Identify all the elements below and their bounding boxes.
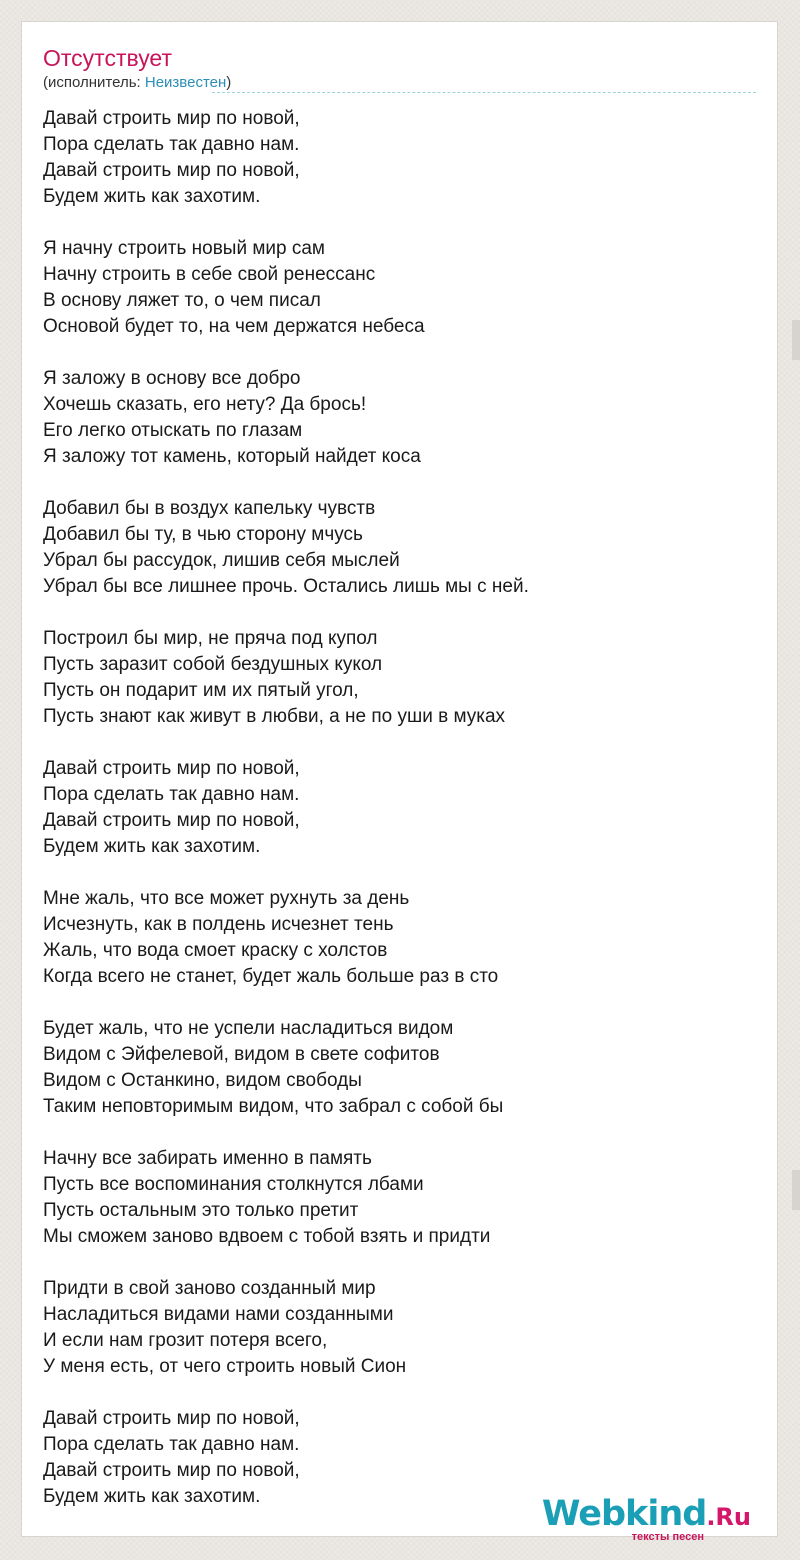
lyric-line: Таким неповторимым видом, что забрал с собой бы — [43, 1096, 504, 1117]
lyric-stanza — [43, 106, 758, 210]
lyric-line: Убрал бы все лишнее прочь. Остались лишь мы с ней. — [43, 576, 529, 597]
lyric-line: Исчезнуть, как в полдень исчезнет тень — [43, 914, 394, 935]
lyric-stanza — [43, 886, 758, 990]
lyric-line: Пусть заразит собой бездушных кукол — [43, 654, 383, 675]
artist-suffix: ) — [226, 74, 232, 91]
lyric-stanza — [43, 626, 758, 730]
lyric-stanza — [43, 1146, 758, 1250]
lyrics-card — [21, 21, 778, 1543]
lyric-line: Убрал бы рассудок, лишив себя мыслей — [43, 550, 400, 571]
artist-link[interactable]: Неизвестен — [144, 74, 227, 91]
lyric-line: Добавил бы ту, в чью сторону мчусь — [43, 524, 363, 545]
lyric-stanza — [43, 756, 758, 860]
lyric-line: Пусть все воспоминания столкнутся лбами — [43, 1174, 424, 1195]
lyric-line: Пора сделать так давно нам. — [43, 1434, 300, 1455]
lyric-line: Я начну строить новый мир сам — [43, 238, 325, 259]
header-divider — [212, 92, 756, 93]
lyric-stanza — [43, 236, 758, 340]
lyric-line: Его легко отыскать по глазам — [43, 420, 303, 441]
lyric-line: И если нам грозит потеря всего, — [43, 1330, 328, 1351]
lyric-line: Я заложу тот камень, который найдет коса — [43, 446, 421, 467]
lyric-line: Пора сделать так давно нам. — [43, 134, 300, 155]
webkind-watermark[interactable] — [541, 1494, 751, 1554]
lyric-line: Когда всего не станет, будет жаль больше раз в сто — [43, 966, 499, 987]
logo-tld: .Ru — [706, 1503, 751, 1531]
lyric-line: Будем жить как захотим. — [43, 1486, 261, 1507]
lyric-line: Начну строить в себе свой ренессанс — [43, 264, 376, 285]
lyric-line: Придти в свой заново созданный мир — [43, 1278, 376, 1299]
lyric-line: Пусть он подарит им их пятый угол, — [43, 680, 359, 701]
logo-tagline: тексты песен — [631, 1531, 704, 1543]
lyric-line: Давай строить мир по новой, — [43, 1408, 300, 1429]
lyric-line: Пора сделать так давно нам. — [43, 784, 300, 805]
lyric-line: Давай строить мир по новой, — [43, 810, 300, 831]
lyric-line: Давай строить мир по новой, — [43, 160, 300, 181]
lyric-line: У меня есть, от чего строить новый Сион — [43, 1356, 407, 1377]
lyric-line: Насладиться видами нами созданными — [43, 1304, 394, 1325]
lyric-line: Видом с Эйфелевой, видом в свете софитов — [43, 1044, 440, 1065]
lyric-line: Построил бы мир, не пряча под купол — [43, 628, 378, 649]
lyric-line: Будем жить как захотим. — [43, 186, 261, 207]
lyric-line: Давай строить мир по новой, — [43, 108, 300, 129]
lyric-line: Будет жаль, что не успели насладиться видом — [43, 1018, 454, 1039]
lyric-line: Пусть знают как живут в любви, а не по уши в муках — [43, 706, 506, 727]
lyric-line: Добавил бы в воздух капельку чувств — [43, 498, 376, 519]
lyric-line: Жаль, что вода смоет краску с холстов — [43, 940, 388, 961]
lyric-line: Мне жаль, что все может рухнуть за день — [43, 888, 410, 909]
lyric-line: Давай строить мир по новой, — [43, 758, 300, 779]
scrollbar-thumb[interactable] — [792, 320, 800, 360]
lyric-line: В основу ляжет то, о чем писал — [43, 290, 321, 311]
lyric-stanza — [43, 1016, 758, 1120]
lyric-line: Я заложу в основу все добро — [43, 368, 301, 389]
lyric-line: Пусть остальным это только претит — [43, 1200, 359, 1221]
lyric-line: Основой будет то, на чем держатся небеса — [43, 316, 425, 337]
lyric-line: Будем жить как захотим. — [43, 836, 261, 857]
lyric-line: Мы сможем заново вдвоем с тобой взять и придти — [43, 1226, 491, 1247]
lyric-line: Давай строить мир по новой, — [43, 1460, 300, 1481]
lyric-line: Видом с Останкино, видом свободы — [43, 1070, 362, 1091]
logo-brand: Webkind — [541, 1494, 707, 1534]
lyric-line: Начну все забирать именно в память — [43, 1148, 372, 1169]
artist-line — [43, 74, 231, 92]
song-title: Отсутствует — [43, 45, 172, 71]
scrollbar-thumb-lower[interactable] — [792, 1170, 800, 1210]
lyric-stanza — [43, 1276, 758, 1380]
artist-prefix: (исполнитель: — [43, 74, 145, 91]
lyric-stanza — [43, 496, 758, 600]
lyrics-body — [43, 106, 758, 1536]
lyric-line: Хочешь сказать, его нету? Да брось! — [43, 394, 367, 415]
lyric-stanza — [43, 366, 758, 470]
